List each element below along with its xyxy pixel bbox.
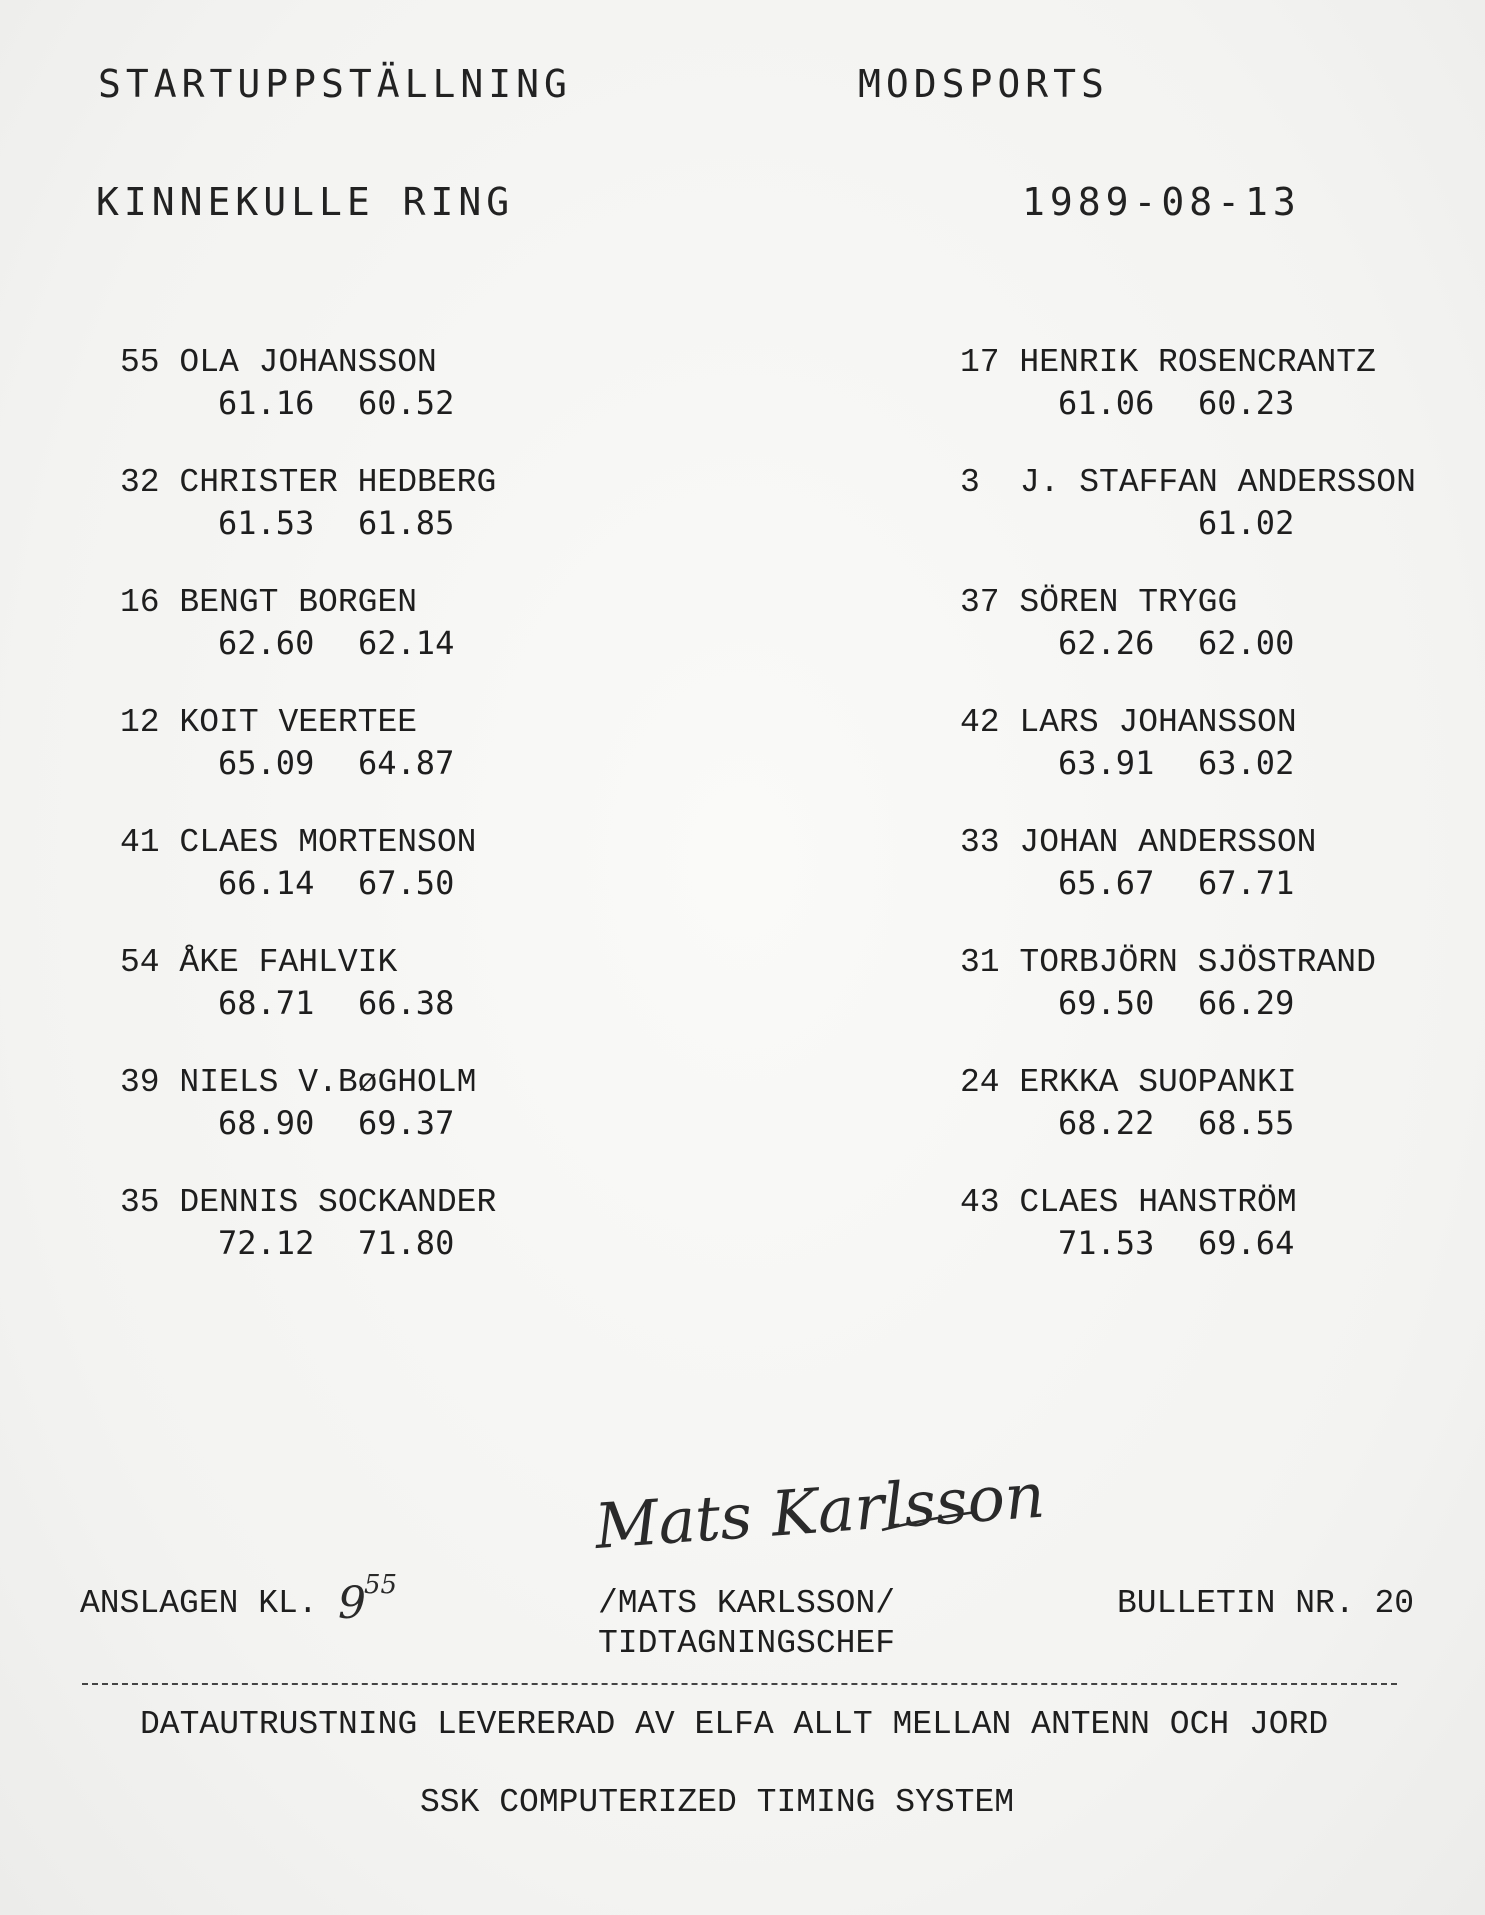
signature: Mats Karlsson — [592, 1458, 1047, 1563]
sponsor-line: DATAUTRUSTNING LEVERERAD AV ELFA ALLT MELLAN ANTENN OCH JORD — [140, 1706, 1329, 1743]
car-number: 24 — [960, 1064, 1000, 1101]
grid-entry — [120, 1184, 640, 1264]
lap-times — [960, 1104, 1480, 1144]
lap-time-1: 63.91 — [1058, 744, 1155, 782]
lap-times — [960, 984, 1480, 1024]
lap-times — [120, 504, 640, 544]
lap-time-2: 60.23 — [1198, 384, 1295, 422]
lap-time-1: 65.67 — [1058, 864, 1155, 902]
driver-name: KOIT VEERTEE — [179, 704, 418, 741]
lap-time-2: 60.52 — [358, 384, 455, 422]
grid-entry — [120, 824, 640, 904]
driver-name: BENGT BORGEN — [179, 584, 418, 621]
divider — [82, 1683, 1397, 1685]
venue: KINNEKULLE RING — [96, 180, 515, 224]
driver-name: CLAES MORTENSON — [179, 824, 477, 861]
lap-time-1: 68.90 — [218, 1104, 315, 1142]
driver-name: TORBJÖRN SJÖSTRAND — [1019, 944, 1376, 981]
lap-time-1: 71.53 — [1058, 1224, 1155, 1262]
posted-label: ANSLAGEN KL. — [80, 1585, 318, 1622]
grid-entry — [120, 704, 640, 784]
lap-time-2: 66.29 — [1198, 984, 1295, 1022]
lap-time-1: 61.06 — [1058, 384, 1155, 422]
posted-minute: 55 — [364, 1570, 398, 1600]
lap-times — [120, 1224, 640, 1264]
lap-times — [960, 864, 1480, 904]
lap-time-2: 66.38 — [358, 984, 455, 1022]
car-number: 17 — [960, 344, 1000, 381]
car-number: 31 — [960, 944, 1000, 981]
car-number: 32 — [120, 464, 160, 501]
car-number: 42 — [960, 704, 1000, 741]
lap-time-1: 68.22 — [1058, 1104, 1155, 1142]
car-number: 55 — [120, 344, 160, 381]
race-date: 1989-08-13 — [1022, 180, 1301, 224]
car-number: 54 — [120, 944, 160, 981]
driver-name: SÖREN TRYGG — [1019, 584, 1238, 621]
lap-times — [120, 984, 640, 1024]
driver-name: HENRIK ROSENCRANTZ — [1019, 344, 1376, 381]
driver-name: JOHAN ANDERSSON — [1019, 824, 1317, 861]
grid-entry — [960, 824, 1480, 904]
lap-time-2: 71.80 — [358, 1224, 455, 1262]
lap-time-1: 66.14 — [218, 864, 315, 902]
lap-times — [960, 384, 1480, 424]
lap-time-2: 69.37 — [358, 1104, 455, 1142]
lap-time-1: 69.50 — [1058, 984, 1155, 1022]
signer-role: TIDTAGNINGSCHEF — [598, 1625, 896, 1662]
grid-entry — [960, 1064, 1480, 1144]
grid-entry — [120, 944, 640, 1024]
lap-time-2: 68.55 — [1198, 1104, 1295, 1142]
lap-time-2: 67.71 — [1198, 864, 1295, 902]
grid-entry — [120, 1064, 640, 1144]
race-class: MODSPORTS — [858, 62, 1109, 106]
car-number: 35 — [120, 1184, 160, 1221]
grid-entry — [120, 464, 640, 544]
lap-times — [960, 624, 1480, 664]
car-number: 39 — [120, 1064, 160, 1101]
lap-time-2: 67.50 — [358, 864, 455, 902]
grid-entry — [120, 584, 640, 664]
grid-entry — [960, 464, 1480, 544]
bulletin-number: BULLETIN NR. 20 — [1117, 1585, 1415, 1622]
car-number: 12 — [120, 704, 160, 741]
lap-time-1: 62.26 — [1058, 624, 1155, 662]
driver-name: OLA JOHANSSON — [179, 344, 437, 381]
car-number: 3 — [960, 464, 980, 501]
lap-time-1: 68.71 — [218, 984, 315, 1022]
lap-times — [120, 744, 640, 784]
grid-entry — [960, 1184, 1480, 1264]
lap-time-1: 61.53 — [218, 504, 315, 542]
car-number: 16 — [120, 584, 160, 621]
lap-times — [960, 1224, 1480, 1264]
lap-time-2: 62.00 — [1198, 624, 1295, 662]
grid-entry — [120, 344, 640, 424]
driver-name: CLAES HANSTRÖM — [1019, 1184, 1297, 1221]
signature-flourish — [880, 1508, 980, 1538]
lap-time-1: 62.60 — [218, 624, 315, 662]
document-title: STARTUPPSTÄLLNING — [98, 62, 572, 106]
lap-time-2: 63.02 — [1198, 744, 1295, 782]
posted-hour: 9 — [338, 1578, 366, 1629]
lap-time-2: 64.87 — [358, 744, 455, 782]
driver-name: J. STAFFAN ANDERSSON — [1019, 464, 1416, 501]
system-line: SSK COMPUTERIZED TIMING SYSTEM — [420, 1784, 1015, 1821]
car-number: 43 — [960, 1184, 1000, 1221]
lap-times — [960, 504, 1480, 544]
driver-name: LARS JOHANSSON — [1019, 704, 1297, 741]
lap-time-2: 61.02 — [1198, 504, 1295, 542]
lap-time-2: 62.14 — [358, 624, 455, 662]
lap-times — [120, 384, 640, 424]
signer-name: /MATS KARLSSON/ — [598, 1585, 896, 1622]
lap-time-1: 72.12 — [218, 1224, 315, 1262]
grid-entry — [960, 344, 1480, 424]
grid-entry — [960, 704, 1480, 784]
lap-time-2: 69.64 — [1198, 1224, 1295, 1262]
driver-name: DENNIS SOCKANDER — [179, 1184, 497, 1221]
driver-name: ÅKE FAHLVIK — [179, 944, 398, 981]
grid-entry — [960, 584, 1480, 664]
grid-entry — [960, 944, 1480, 1024]
lap-times — [120, 864, 640, 904]
car-number: 33 — [960, 824, 1000, 861]
lap-times — [120, 1104, 640, 1144]
driver-name: CHRISTER HEDBERG — [179, 464, 497, 501]
lap-time-1: 61.16 — [218, 384, 315, 422]
driver-name: ERKKA SUOPANKI — [1019, 1064, 1297, 1101]
driver-name: NIELS V.BøGHOLM — [179, 1064, 477, 1101]
lap-times — [960, 744, 1480, 784]
car-number: 37 — [960, 584, 1000, 621]
car-number: 41 — [120, 824, 160, 861]
lap-time-2: 61.85 — [358, 504, 455, 542]
lap-time-1: 65.09 — [218, 744, 315, 782]
lap-times — [120, 624, 640, 664]
